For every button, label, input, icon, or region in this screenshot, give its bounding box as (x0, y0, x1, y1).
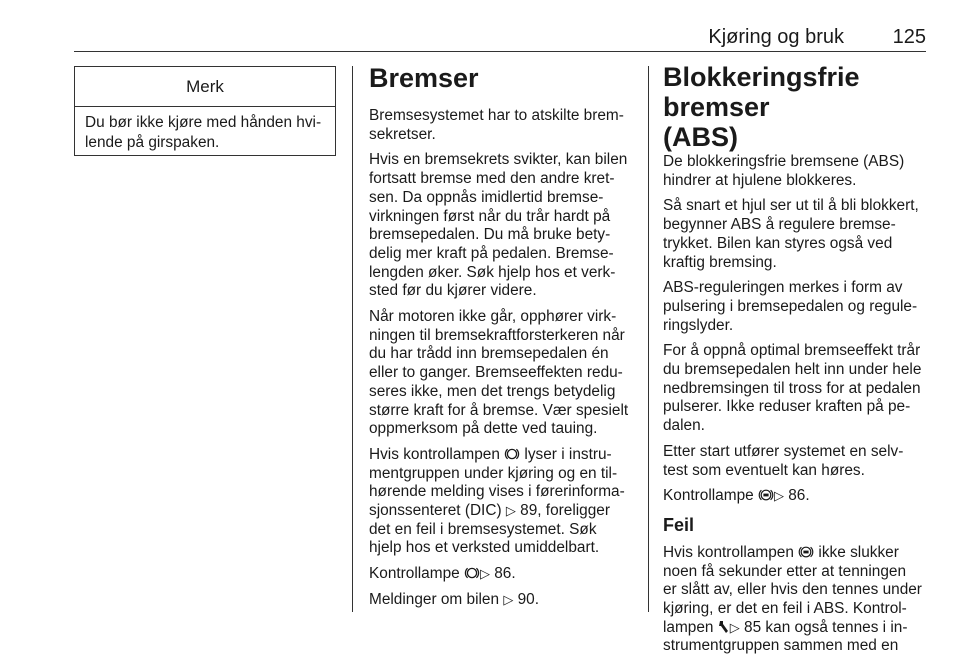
paragraph: Hvis en bremsekrets svikter, kan bilen fortsatt bremse med den andre kret- sen. Da oppnås imidlertid bremse- virkningen først når du trår hardt på bremsepedalen. Du må bruke bety- delig mer kraft på pedalen. Bremse- lengden øker. Søk hjelp hos et verk- sted før du kjører videre. (369, 151, 628, 300)
column-divider (352, 66, 353, 612)
paragraph: Kontrollampe ▷ 86. (663, 487, 810, 505)
paragraph: ABS-reguleringen merkes i form av pulsering i bremsepedalen og regule- ringslyder. (663, 279, 918, 334)
column-divider (648, 66, 649, 612)
reference-arrow-icon: ▷ (729, 619, 740, 635)
paragraph: Hvis kontrollampen ikke slukker noen få sekunder etter at tenningen er slått av, eller hvis den tennes under kjøring, er det en feil i ABS. Kontrol- lampen ▷ 85 kan også tennes i in- strumentgruppen sammen med en (663, 543, 922, 655)
reference-arrow-icon: ▷ (505, 503, 516, 519)
page-header (74, 24, 926, 52)
note-body: Du bør ikke kjøre med hånden hvi- lende på girspaken. (85, 114, 322, 151)
paragraph: Bremsesystemet har to atskilte brem- sekretser. (369, 107, 624, 143)
note-box (74, 66, 336, 156)
abs-section (663, 62, 928, 663)
reference-arrow-icon: ▷ (773, 488, 784, 504)
abs-warning-icon (758, 488, 774, 502)
fault-heading: Feil (663, 514, 695, 535)
paragraph: De blokkeringsfrie bremsene (ABS) hindrer at hjulene blokkeres. (663, 153, 905, 189)
paragraph: Meldinger om bilen ▷ 90. (369, 590, 539, 608)
paragraph: Etter start utfører systemet en selv- test som eventuelt kan høres. (663, 442, 904, 479)
wrench-icon (718, 620, 730, 634)
paragraph: Så snart et hjul ser ut til å bli blokkert, begynner ABS å regulere bremse- trykket. Bilen kan styres også ved kraftig bremsing. (663, 197, 919, 271)
paragraph: Kontrollampe ▷ 86. (369, 565, 516, 583)
page-number: 125 (892, 26, 926, 48)
brakes-heading: Bremser (369, 63, 479, 93)
brakes-section (369, 62, 634, 617)
abs-heading: Blokkeringsfrie bremser (ABS) (663, 62, 860, 152)
brake-warning-icon (504, 447, 520, 461)
paragraph: For å oppnå optimal bremseeffekt trår du bremsepedalen helt inn under hele nedbremsingen til tross for at pedalen pulserer. Ikke reduser kraften på pe- dalen. (663, 342, 922, 435)
reference-arrow-icon: ▷ (479, 566, 490, 582)
section-title: Kjøring og bruk (708, 26, 844, 48)
paragraph: Når motoren ikke går, opphører virk- ningen til bremsekraftforsterkeren når du har trådd inn bremsepedalen én eller to ganger. Bremseeffekten redu- seres ikke, men det trengs betydelig større kraft for å bremse. Vær spesielt oppmerksom på dette ved tauing. (369, 308, 629, 438)
brake-warning-icon (464, 566, 480, 580)
paragraph: Hvis kontrollampen lyser i instru- mentgruppen under kjøring og en til- hørende melding vises i førerinforma- sjonssenteret (DIC) ▷ 89, foreligger det en feil i bremsesystemet. Søk hjelp hos et verksted umiddelbart. (369, 445, 625, 557)
abs-warning-icon (798, 545, 814, 559)
reference-arrow-icon: ▷ (503, 591, 514, 607)
note-title: Merk (75, 67, 335, 107)
